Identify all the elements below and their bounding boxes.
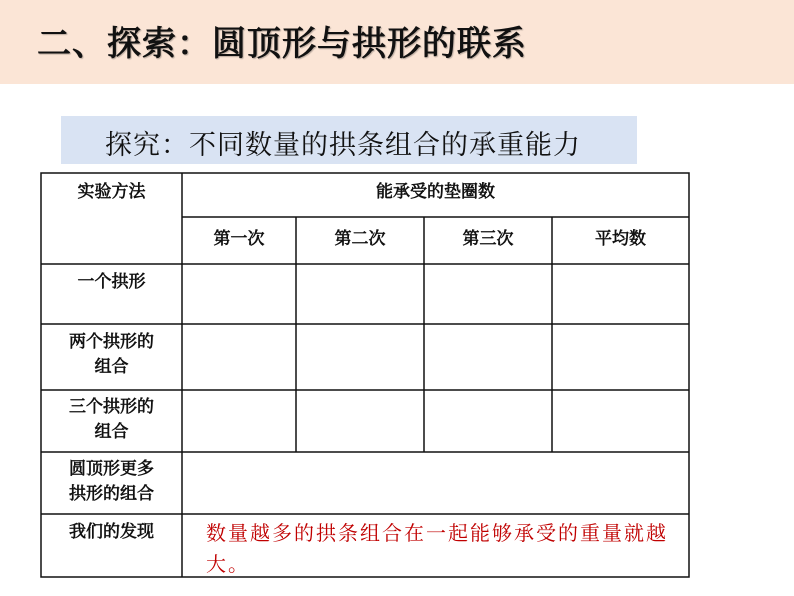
row-label-two-arches-line1: 两个拱形的 [69,332,154,352]
page-title: 二、探索：圆顶形与拱形的联系 [37,24,527,64]
finding-text: 数量越多的拱条组合在一起能够承受的重量就越大。 [206,521,668,576]
row-label-dome-line1: 圆顶形更多 [69,459,154,479]
finding-label: 我们的发现 [69,522,154,542]
row-label-two-arches-line2: 组合 [94,357,129,377]
row-label-three-arches-line2: 组合 [94,422,129,442]
row-label-dome-line2: 拱形的组合 [69,484,154,504]
row-label-one-arch: 一个拱形 [77,272,146,292]
trial-header-1: 第一次 [213,229,265,249]
subtitle-box [61,116,637,164]
experiment-table [40,172,690,578]
trial-header-3: 第三次 [462,229,514,249]
count-header: 能承受的垫圈数 [376,182,495,202]
row-label-three-arches-line1: 三个拱形的 [69,397,154,417]
method-header: 实验方法 [77,182,146,202]
subtitle-text: 探究：不同数量的拱条组合的承重能力 [105,130,581,161]
trial-header-2: 第二次 [334,229,386,249]
trial-header-average: 平均数 [595,229,646,249]
